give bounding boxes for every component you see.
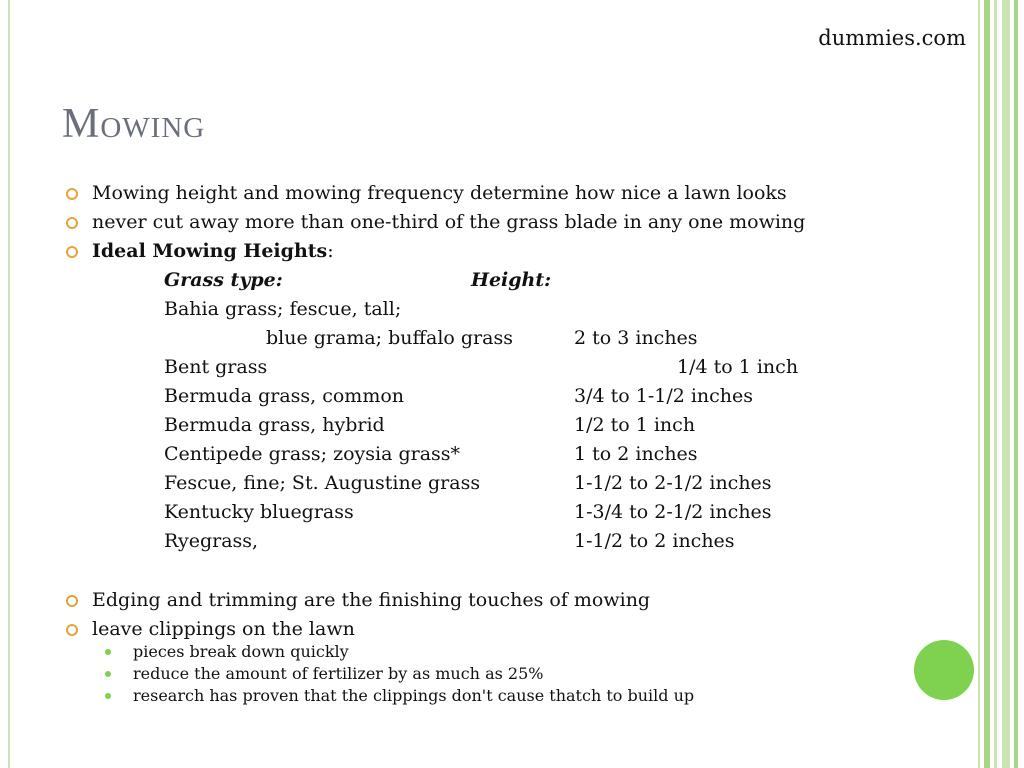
table-row-type: Fescue, fine; St. Augustine grass (164, 472, 481, 494)
sub-bullet-icon (105, 671, 111, 677)
sub-bullet-item: research has proven that the clippings don't cause thatch to build up (133, 686, 695, 705)
table-row-type: blue grama; buffalo grass (266, 327, 513, 349)
left-border-line (8, 0, 10, 768)
sub-bullet-item: pieces break down quickly (133, 642, 349, 661)
table-header-type: Grass type: (164, 269, 283, 291)
table-row-type: Bahia grass; fescue, tall; (164, 298, 402, 320)
bullet-icon (66, 246, 78, 258)
table-row-type: Bermuda grass, hybrid (164, 414, 385, 436)
bullet-icon (66, 624, 78, 636)
bullet-icon (66, 595, 78, 607)
ideal-heights-label: Ideal Mowing Heights (92, 240, 328, 262)
decorative-circle (914, 640, 974, 700)
right-border-line-2 (984, 0, 990, 768)
table-row-height: 1-3/4 to 2-1/2 inches (574, 501, 772, 523)
table-row-height: 1-1/2 to 2 inches (574, 530, 735, 552)
table-row-height: 1/2 to 1 inch (574, 414, 696, 436)
right-border-line-4 (1002, 0, 1010, 768)
bullet-icon (66, 188, 78, 200)
table-row-type: Kentucky bluegrass (164, 501, 354, 523)
table-header-height: Height: (471, 269, 552, 291)
table-row-height: 1/4 to 1 inch (677, 356, 799, 378)
table-row-type: Centipede grass; zoysia grass* (164, 443, 461, 465)
source-label: dummies.com (818, 26, 966, 50)
bullet-mowing-height: Mowing height and mowing frequency determine how nice a lawn looks (92, 182, 787, 204)
bullet-icon (66, 217, 78, 229)
bullet-one-third: never cut away more than one-third of the grass blade in any one mowing (92, 211, 806, 233)
table-row-type: Ryegrass, (164, 530, 259, 552)
right-border-line-5 (1014, 0, 1018, 768)
sub-bullet-icon (105, 649, 111, 655)
table-row-height: 1-1/2 to 2-1/2 inches (574, 472, 772, 494)
table-row-height: 3/4 to 1-1/2 inches (574, 385, 754, 407)
page-title: Mowing (62, 101, 206, 147)
bullet-clippings: leave clippings on the lawn (92, 618, 355, 640)
right-border-line-1 (978, 0, 980, 768)
sub-bullet-icon (105, 693, 111, 699)
table-row-type: Bent grass (164, 356, 268, 378)
table-row-type: Bermuda grass, common (164, 385, 405, 407)
right-border-line-3 (994, 0, 997, 768)
table-row-height: 1 to 2 inches (574, 443, 698, 465)
sub-bullet-item: reduce the amount of fertilizer by as much as 25% (133, 664, 544, 683)
bullet-ideal-heights (92, 238, 334, 264)
table-row-height: 2 to 3 inches (574, 327, 698, 349)
bullet-edging: Edging and trimming are the finishing touches of mowing (92, 589, 651, 611)
ideal-heights-colon: : (327, 240, 334, 262)
